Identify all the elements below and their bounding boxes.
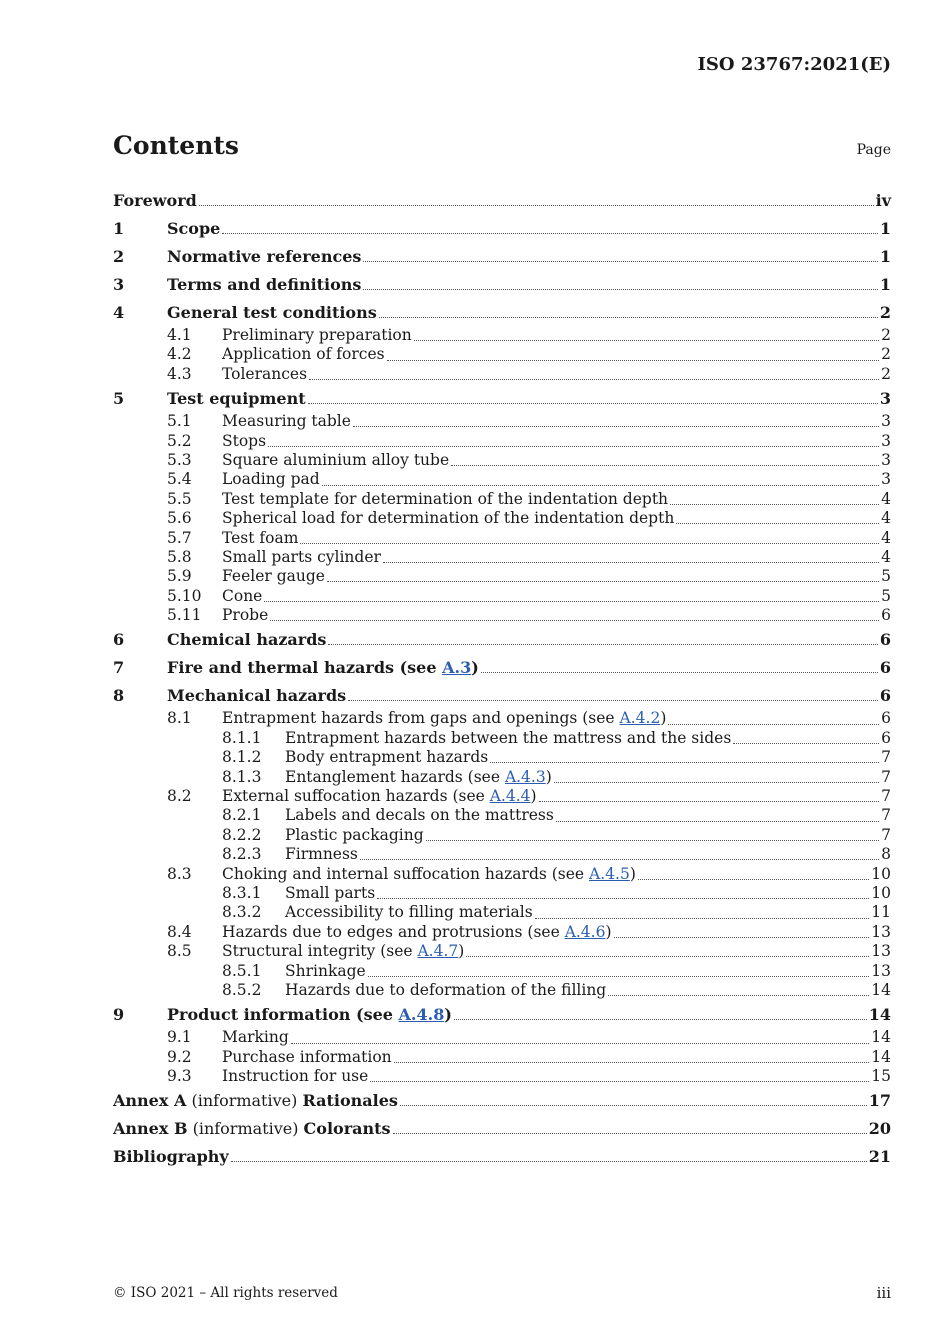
toc-entry-page: 5: [881, 567, 891, 586]
dot-leader: [353, 426, 879, 427]
toc-entry-page: iv: [875, 190, 891, 210]
toc-entry-page: 5: [881, 586, 891, 605]
toc-entry-page: 2: [881, 364, 891, 383]
toc-entry-page: 4: [881, 547, 891, 566]
toc-entry-number: 8.5.1: [222, 961, 262, 980]
toc-entry-number: 8.2.1: [222, 806, 262, 825]
dot-leader: [291, 1043, 869, 1044]
toc-entry-page: 6: [881, 606, 891, 625]
toc-entry-page: 13: [871, 961, 891, 980]
dot-leader: [379, 317, 878, 318]
toc-entry-page: 6: [879, 629, 891, 649]
toc-entry-page: 15: [871, 1067, 891, 1086]
toc-entry[interactable]: [113, 748, 891, 767]
toc-entry-page: 7: [881, 806, 891, 825]
toc-entry-title: Preliminary preparation: [222, 326, 412, 344]
toc-entry[interactable]: [113, 681, 891, 709]
toc-entry-title: Test foam: [222, 528, 299, 547]
toc-entry[interactable]: [113, 1115, 891, 1143]
page-title: Contents: [113, 131, 240, 160]
toc-entry-title: Hazards due to deformation of the filling: [285, 980, 607, 999]
dot-leader: [466, 956, 869, 957]
dot-leader: [733, 743, 879, 744]
toc-entry[interactable]: [113, 1067, 891, 1086]
toc-entry-number: 8.3.2: [222, 903, 262, 922]
toc-entry-title: Test equipment: [167, 388, 306, 408]
toc-entry[interactable]: [113, 326, 891, 345]
annex-reference-link[interactable]: A.4.4: [489, 787, 531, 806]
dot-leader: [308, 403, 878, 404]
toc-entry-page: 7: [881, 767, 891, 786]
dot-leader: [426, 840, 879, 841]
toc-entry-title: Annex B (informative) Colorants: [113, 1119, 391, 1138]
dot-leader: [539, 801, 880, 802]
toc-entry-number: 8.1: [167, 709, 192, 728]
toc-entry-page: 7: [881, 748, 891, 767]
toc-entry-number: 5.1: [167, 412, 192, 431]
toc-entry-title: Choking and internal suffocation hazards (see A.4.5): [222, 864, 636, 883]
toc-entry-number: 4.2: [167, 345, 192, 364]
toc-entry-title: Hazards due to edges and protrusions (see A.4.6): [222, 922, 612, 941]
dot-leader: [556, 821, 879, 822]
dot-leader: [383, 562, 879, 563]
toc-entry-number: 8.4: [167, 922, 192, 941]
toc-entry-number: 5.7: [167, 528, 192, 547]
toc-entry-title: Small parts: [285, 883, 376, 902]
toc-entry-number: 8.1.2: [222, 748, 262, 767]
toc-entry-title: Feeler gauge: [222, 567, 325, 586]
toc-entry[interactable]: [113, 865, 891, 884]
toc-entry[interactable]: [113, 384, 891, 412]
toc-entry-page: 21: [868, 1147, 891, 1166]
dot-leader: [363, 289, 877, 290]
toc-entry[interactable]: [113, 1048, 891, 1067]
toc-entry-title: Entanglement hazards (see A.4.3): [285, 767, 552, 786]
toc-entry-number: 5.2: [167, 431, 192, 450]
toc-entry[interactable]: [113, 470, 891, 489]
toc-entry-page: 3: [879, 388, 891, 408]
toc-entry-number: 9.2: [167, 1047, 192, 1066]
dot-leader: [300, 543, 879, 544]
toc-entry-title: Purchase information: [222, 1047, 392, 1066]
dot-leader: [638, 879, 869, 880]
dot-leader: [393, 1133, 867, 1134]
toc-entry-number: 5.6: [167, 509, 192, 528]
toc-entry-number: 8.1.3: [222, 767, 262, 786]
toc-entry-title: Small parts cylinder: [222, 547, 381, 566]
toc-entry-title: Labels and decals on the mattress: [285, 806, 554, 825]
toc-entry-title: Entrapment hazards from gaps and openings (see A.4.2): [222, 709, 667, 728]
toc-entry-number: 8.3.1: [222, 883, 262, 902]
annex-reference-link[interactable]: A.4.6: [564, 922, 606, 941]
annex-reference-link[interactable]: A.4.2: [619, 709, 661, 728]
toc-entry-title: Structural integrity (see A.4.7): [222, 942, 465, 961]
toc-entry[interactable]: [113, 214, 891, 242]
toc-entry-title: Measuring table: [222, 412, 351, 431]
toc-entry-number: 5.4: [167, 470, 192, 489]
toc-entry-number: 5: [113, 388, 125, 408]
toc-entry-title: Instruction for use: [222, 1067, 369, 1086]
toc-entry[interactable]: [113, 709, 891, 728]
page-number: iii: [876, 1284, 891, 1302]
toc-entry-page: 1: [879, 274, 891, 294]
toc-entry-title: Spherical load for determination of the indentation depth: [222, 509, 675, 528]
toc-entry[interactable]: [113, 884, 891, 903]
toc-entry-number: 5.5: [167, 489, 192, 508]
toc-entry[interactable]: [113, 923, 891, 942]
dot-leader: [264, 601, 879, 602]
dot-leader: [222, 233, 878, 234]
toc-entry[interactable]: [113, 509, 891, 528]
toc-entry[interactable]: [113, 1143, 891, 1171]
annex-reference-link[interactable]: A.4.7: [417, 942, 459, 961]
toc-entry-number: 8.3: [167, 864, 192, 883]
toc-entry-page: 14: [868, 1004, 891, 1024]
toc-entry-page: 20: [868, 1119, 891, 1138]
toc-entry[interactable]: [113, 432, 891, 451]
dot-leader: [231, 1161, 867, 1162]
toc-entry-number: 9.3: [167, 1067, 192, 1086]
toc-entry-title: Bibliography: [113, 1147, 229, 1166]
dot-leader: [451, 465, 879, 466]
toc-entry-number: 3: [113, 274, 125, 294]
toc-entry-title: Marking: [222, 1028, 289, 1047]
dot-leader: [400, 1105, 867, 1106]
toc-entry-title: Shrinkage: [285, 961, 366, 980]
toc-entry-title: Plastic packaging: [285, 825, 424, 844]
toc-entry-page: 17: [868, 1091, 891, 1110]
dot-leader: [322, 485, 879, 486]
toc-entry[interactable]: [113, 345, 891, 364]
toc-entry-page: 4: [881, 489, 891, 508]
dot-leader: [490, 762, 879, 763]
toc-entry[interactable]: [113, 845, 891, 864]
toc-entry-title: Loading pad: [222, 470, 320, 489]
toc-entry-page: 7: [881, 787, 891, 806]
annex-reference-link[interactable]: A.4.5: [589, 864, 630, 883]
dot-leader: [481, 672, 878, 673]
toc-entry-page: 1: [879, 218, 891, 238]
toc-entry-page: 2: [879, 302, 891, 322]
toc-entry[interactable]: [113, 270, 891, 298]
toc-entry-page: 14: [871, 1047, 891, 1066]
toc-entry-title: Square aluminium alloy tube: [222, 450, 450, 469]
toc-entry-number: 5.9: [167, 567, 192, 586]
toc-entry-number: 6: [113, 629, 125, 649]
toc-entry-number: 7: [113, 657, 125, 677]
toc-entry-number: 8: [113, 685, 125, 705]
toc-entry[interactable]: [113, 768, 891, 787]
toc-entry-title: General test conditions: [167, 302, 377, 322]
toc-entry-title: External suffocation hazards (see A.4.4): [222, 787, 537, 806]
annex-reference-link[interactable]: A.4.3: [504, 767, 546, 786]
toc-entry[interactable]: [113, 1028, 891, 1047]
toc-entry-title: Mechanical hazards: [167, 685, 347, 705]
toc-entry-number: 2: [113, 246, 125, 266]
toc-entry[interactable]: [113, 903, 891, 922]
toc-entry-number: 8.2: [167, 787, 192, 806]
dot-leader: [368, 976, 870, 977]
annex-reference-link[interactable]: A.3: [442, 657, 472, 677]
toc-entry-title: Body entrapment hazards: [285, 748, 489, 767]
toc-entry[interactable]: [113, 242, 891, 270]
toc-entry-number: 1: [113, 218, 125, 238]
toc-entry-number: 9.1: [167, 1028, 192, 1047]
toc-entry[interactable]: [113, 625, 891, 653]
toc-entry[interactable]: [113, 962, 891, 981]
toc-entry[interactable]: [113, 451, 891, 470]
toc-entry[interactable]: [113, 981, 891, 1000]
toc-entry-page: 6: [881, 728, 891, 747]
toc-entry-title: Entrapment hazards between the mattress and the sides: [285, 728, 732, 747]
dot-leader: [554, 782, 879, 783]
toc-entry-title: Fire and thermal hazards (see A.3): [167, 657, 479, 677]
toc-entry[interactable]: [113, 529, 891, 548]
dot-leader: [670, 504, 879, 505]
toc-entry-title: Product information (see A.4.8): [167, 1004, 452, 1024]
toc-entry-page: 14: [871, 1028, 891, 1047]
toc-entry[interactable]: [113, 548, 891, 567]
toc-entry-title: Stops: [222, 431, 267, 450]
toc-entry-number: 4.1: [167, 326, 192, 344]
toc-entry[interactable]: [113, 490, 891, 509]
toc-entry-title: Test template for determination of the indentation depth: [222, 489, 669, 508]
toc-entry-page: 1: [879, 246, 891, 266]
toc-entry-page: 3: [881, 412, 891, 431]
toc-entry-title: Probe: [222, 606, 269, 625]
dot-leader: [608, 995, 869, 996]
toc-entry-title: Annex A (informative) Rationales: [113, 1091, 398, 1110]
dot-leader: [668, 724, 879, 725]
toc-entry[interactable]: [113, 606, 891, 625]
page-column-label: Page: [856, 142, 891, 158]
dot-leader: [535, 918, 870, 919]
toc-entry[interactable]: [113, 806, 891, 825]
dot-leader: [309, 379, 879, 380]
toc-entry-page: 3: [881, 431, 891, 450]
toc-entry-title: Cone: [222, 586, 263, 605]
annex-reference-link[interactable]: A.4.8: [398, 1004, 445, 1024]
toc-entry-number: 8.2.2: [222, 825, 262, 844]
toc-entry-number: 8.5.2: [222, 980, 262, 999]
table-of-contents: [113, 186, 891, 1171]
dot-leader: [614, 937, 870, 938]
toc-entry-page: 14: [871, 980, 891, 999]
dot-leader: [268, 446, 879, 447]
toc-entry-number: 8.2.3: [222, 845, 262, 864]
toc-entry-title: Normative references: [167, 246, 362, 266]
dot-leader: [360, 859, 879, 860]
toc-entry-page: 6: [879, 657, 891, 677]
toc-entry-page: 10: [871, 883, 891, 902]
toc-entry-number: 5.11: [167, 606, 202, 625]
dot-leader: [270, 620, 879, 621]
toc-entry-number: 5.8: [167, 547, 192, 566]
toc-entry-page: 8: [881, 845, 891, 864]
toc-entry[interactable]: [113, 186, 891, 214]
toc-entry[interactable]: [113, 365, 891, 384]
dot-leader: [199, 205, 874, 206]
toc-entry-number: 9: [113, 1004, 125, 1024]
dot-leader: [394, 1062, 870, 1063]
dot-leader: [327, 581, 879, 582]
toc-entry-page: 11: [871, 903, 891, 922]
toc-entry-title: Tolerances: [222, 364, 308, 383]
toc-entry-page: 4: [881, 528, 891, 547]
toc-entry-page: 2: [881, 345, 891, 364]
dot-leader: [676, 523, 879, 524]
toc-entry-title: Application of forces: [222, 345, 385, 364]
toc-entry-number: 4.3: [167, 364, 192, 383]
dot-leader: [387, 360, 880, 361]
toc-entry-number: 5.10: [167, 586, 202, 605]
dot-leader: [328, 644, 877, 645]
toc-entry-number: 8.5: [167, 942, 192, 961]
toc-entry[interactable]: [113, 826, 891, 845]
dot-leader: [348, 700, 878, 701]
toc-entry-title: Firmness: [285, 845, 358, 864]
toc-entry-title: Scope: [167, 218, 221, 238]
toc-entry[interactable]: [113, 653, 891, 681]
toc-entry-number: 4: [113, 302, 125, 322]
toc-entry-page: 10: [871, 864, 891, 883]
toc-entry-page: 3: [881, 470, 891, 489]
toc-entry-number: 8.1.1: [222, 728, 262, 747]
toc-entry-title: Chemical hazards: [167, 629, 327, 649]
document-id: ISO 23767:2021(E): [697, 54, 891, 75]
toc-entry[interactable]: [113, 1087, 891, 1115]
dot-leader: [377, 898, 869, 899]
copyright-notice: © ISO 2021 – All rights reserved: [113, 1285, 338, 1301]
dot-leader: [454, 1019, 867, 1020]
toc-entry-page: 6: [881, 709, 891, 728]
toc-entry-page: 13: [871, 922, 891, 941]
toc-entry-page: 6: [879, 685, 891, 705]
toc-entry-page: 13: [871, 942, 891, 961]
toc-entry[interactable]: [113, 412, 891, 431]
dot-leader: [414, 340, 879, 341]
toc-entry-page: 3: [881, 450, 891, 469]
toc-entry-number: 5.3: [167, 450, 192, 469]
toc-entry[interactable]: [113, 787, 891, 806]
toc-entry[interactable]: [113, 729, 891, 748]
toc-entry[interactable]: [113, 942, 891, 961]
toc-entry-page: 7: [881, 825, 891, 844]
toc-entry[interactable]: [113, 587, 891, 606]
toc-entry-page: 4: [881, 509, 891, 528]
dot-leader: [363, 261, 877, 262]
dot-leader: [370, 1081, 869, 1082]
toc-entry-title: Accessibility to filling materials: [285, 903, 533, 922]
toc-entry-page: 2: [881, 326, 891, 344]
toc-entry-title: Foreword: [113, 190, 197, 210]
toc-entry-title: Terms and definitions: [167, 274, 362, 294]
toc-entry[interactable]: [113, 567, 891, 586]
toc-entry[interactable]: [113, 298, 891, 326]
toc-entry[interactable]: [113, 1000, 891, 1028]
